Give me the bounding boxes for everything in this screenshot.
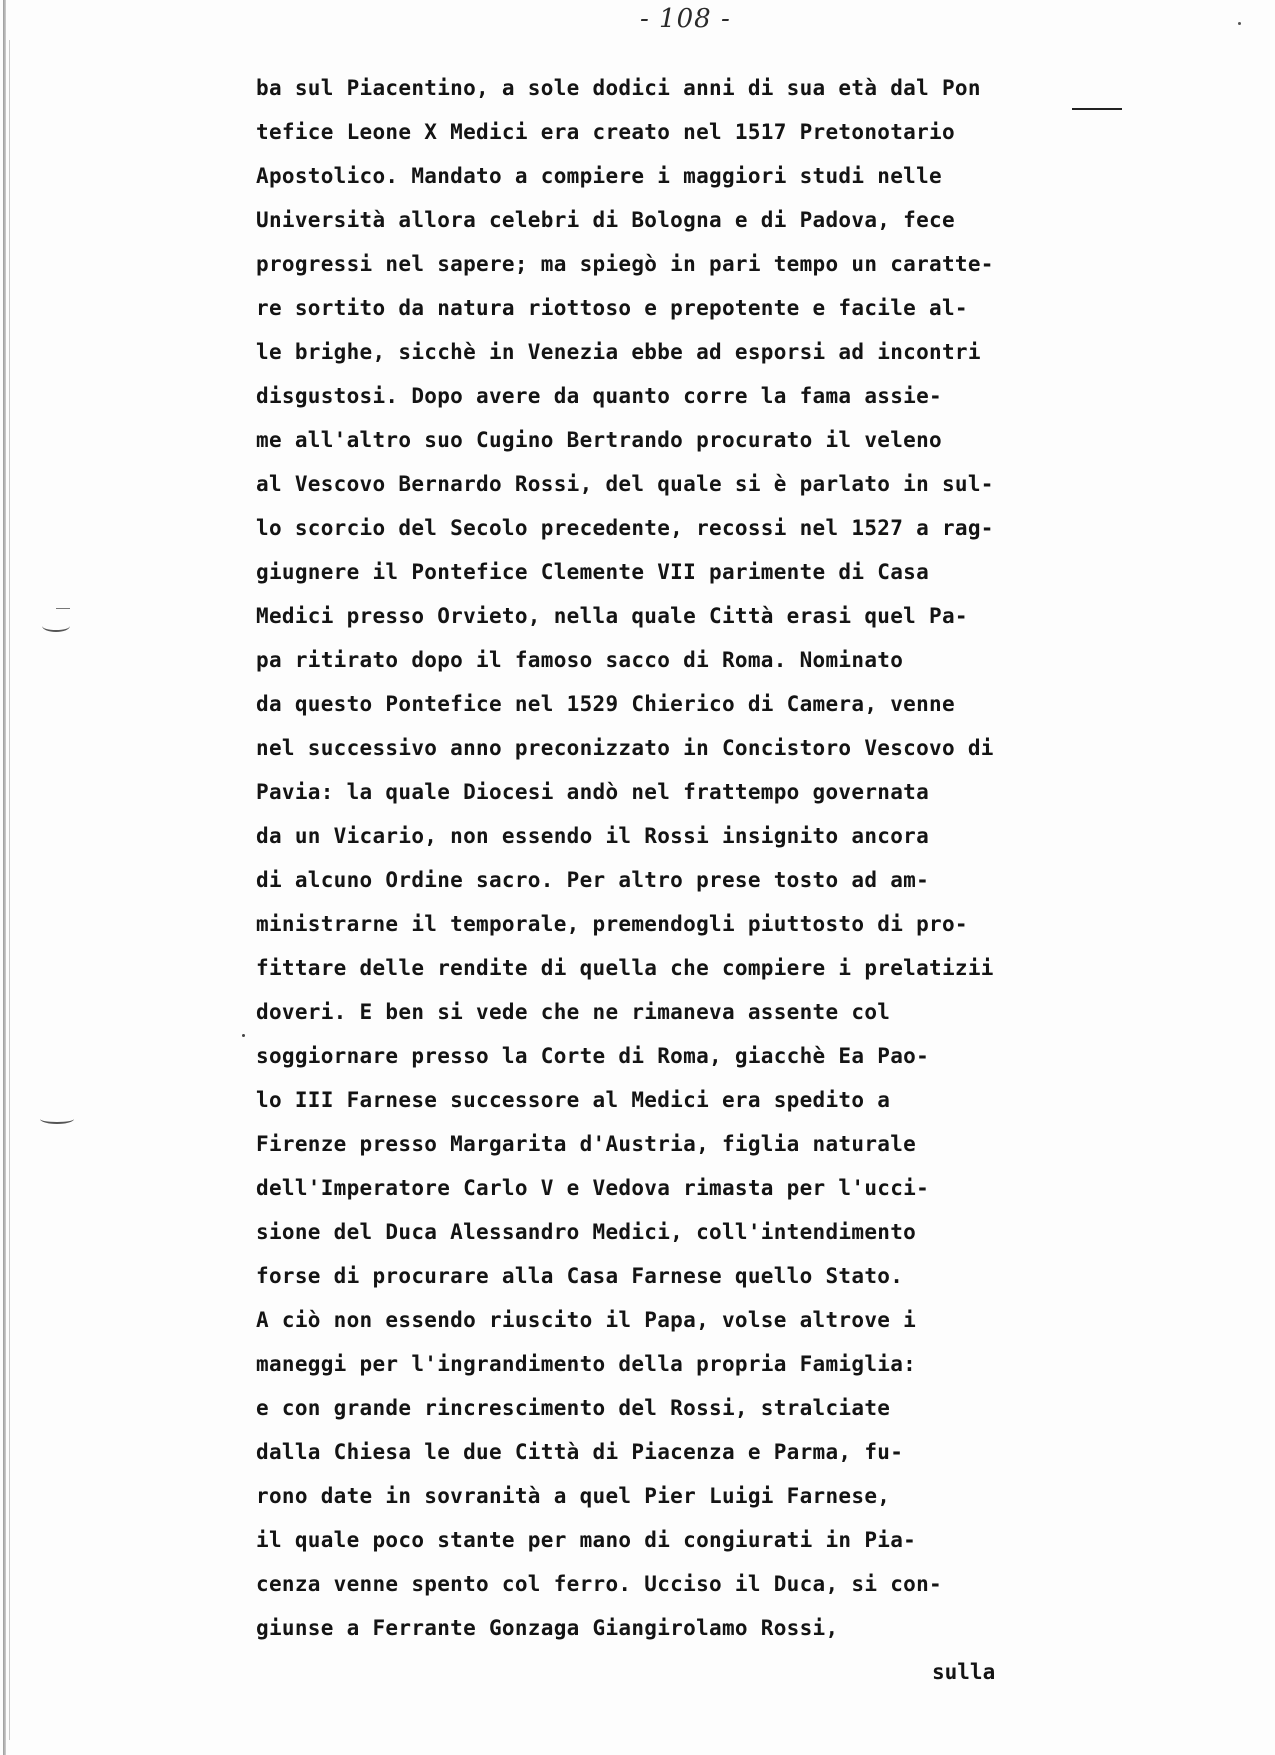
text-line: me all'altro suo Cugino Bertrando procurato il veleno bbox=[256, 428, 942, 452]
scan-left-edge bbox=[3, 0, 6, 1755]
text-line: disgustosi. Dopo avere da quanto corre la fama assie- bbox=[256, 384, 942, 408]
scan-mark bbox=[42, 620, 70, 632]
text-line: al Vescovo Bernardo Rossi, del quale si è parlato in sul- bbox=[256, 472, 994, 496]
text-line: re sortito da natura riottoso e prepotente e facile al- bbox=[256, 296, 968, 320]
scan-left-edge-line bbox=[9, 40, 10, 1740]
text-line: di alcuno Ordine sacro. Per altro prese tosto ad am- bbox=[256, 868, 930, 892]
text-line: fittare delle rendite di quella che compiere i prelatizii bbox=[256, 956, 994, 980]
text-line: e con grande rincrescimento del Rossi, stralciate bbox=[256, 1396, 891, 1420]
text-line: Firenze presso Margarita d'Austria, figlia naturale bbox=[256, 1132, 917, 1156]
text-line: pa ritirato dopo il famoso sacco di Roma. Nominato bbox=[256, 648, 904, 672]
text-line: il quale poco stante per mano di congiurati in Pia- bbox=[256, 1528, 917, 1552]
text-line: progressi nel sapere; ma spiegò in pari tempo un caratte- bbox=[256, 252, 994, 276]
scan-dot bbox=[242, 1034, 245, 1037]
text-line: maneggi per l'ingrandimento della propria Famiglia: bbox=[256, 1352, 917, 1376]
text-line: lo III Farnese successore al Medici era spedito a bbox=[256, 1088, 891, 1112]
scan-mark bbox=[56, 608, 70, 609]
text-line: sione del Duca Alessandro Medici, coll'intendimento bbox=[256, 1220, 917, 1244]
body-text bbox=[256, 66, 1256, 1650]
catchword: sulla bbox=[932, 1660, 996, 1684]
text-line: tefice Leone X Medici era creato nel 1517 Pretonotario bbox=[256, 120, 955, 144]
text-line: Apostolico. Mandato a compiere i maggiori studi nelle bbox=[256, 164, 942, 188]
text-line: forse di procurare alla Casa Farnese quello Stato. bbox=[256, 1264, 904, 1288]
text-line: dalla Chiesa le due Città di Piacenza e Parma, fu- bbox=[256, 1440, 904, 1464]
text-line: da un Vicario, non essendo il Rossi insignito ancora bbox=[256, 824, 930, 848]
scan-dot bbox=[1238, 22, 1241, 25]
text-line: giugnere il Pontefice Clemente VII parimente di Casa bbox=[256, 560, 930, 584]
text-line: Università allora celebri di Bologna e di Padova, fece bbox=[256, 208, 955, 232]
text-line: cenza venne spento col ferro. Ucciso il Duca, si con- bbox=[256, 1572, 942, 1596]
text-line: ba sul Piacentino, a sole dodici anni di sua età dal Pon bbox=[256, 76, 981, 100]
text-line: ministrarne il temporale, premendogli piuttosto di pro- bbox=[256, 912, 968, 936]
text-line: Pavia: la quale Diocesi andò nel frattempo governata bbox=[256, 780, 930, 804]
text-line: Medici presso Orvieto, nella quale Città erasi quel Pa- bbox=[256, 604, 968, 628]
text-line: giunse a Ferrante Gonzaga Giangirolamo Rossi, bbox=[256, 1616, 839, 1640]
scan-mark bbox=[40, 1114, 74, 1124]
text-line: rono date in sovranità a quel Pier Luigi Farnese, bbox=[256, 1484, 891, 1508]
text-line: soggiornare presso la Corte di Roma, giacchè Ea Pao- bbox=[256, 1044, 930, 1068]
text-line: dell'Imperatore Carlo V e Vedova rimasta per l'ucci- bbox=[256, 1176, 930, 1200]
text-line: le brighe, sicchè in Venezia ebbe ad esporsi ad incontri bbox=[256, 340, 981, 364]
page-number: - 108 - bbox=[640, 4, 731, 34]
text-line: lo scorcio del Secolo precedente, recossi nel 1527 a rag- bbox=[256, 516, 994, 540]
text-line: doveri. E ben si vede che ne rimaneva assente col bbox=[256, 1000, 891, 1024]
text-line: A ciò non essendo riuscito il Papa, volse altrove i bbox=[256, 1308, 917, 1332]
text-line: nel successivo anno preconizzato in Concistoro Vescovo di bbox=[256, 736, 994, 760]
text-line: da questo Pontefice nel 1529 Chierico di Camera, venne bbox=[256, 692, 955, 716]
